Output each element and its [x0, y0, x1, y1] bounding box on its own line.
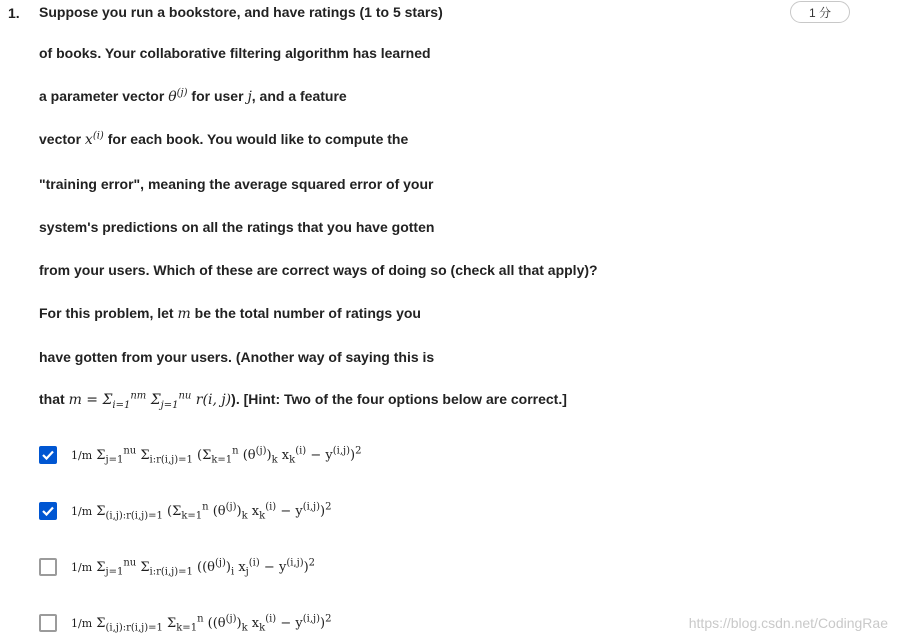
j-var: j [247, 89, 252, 105]
option-4-checkbox[interactable] [39, 614, 57, 632]
option-2[interactable] [39, 499, 331, 523]
question-line-1: Suppose you run a bookstore, and have ratings (1 to 5 stars) [39, 4, 443, 20]
option-2-checkbox[interactable] [39, 502, 57, 520]
question-line-9: have gotten from your users. (Another way of saying this is [39, 349, 435, 365]
check-icon [41, 448, 55, 462]
l10b: ). [Hint: Two of the four options below are correct.] [231, 391, 567, 407]
question-line-7: from your users. Which of these are correct ways of doing so (check all that apply)? [39, 262, 598, 278]
option-4-formula: 1/m $\Sigma_{(i,j):r(i,j)=1}$ $\Sigma_{k=1}^n$ ($(\theta^{(j)})_k$ $x_k^{(i)} - y^{(i,j)})^2$ [71, 613, 332, 634]
check-icon [41, 504, 55, 518]
question-line-10 [39, 390, 567, 411]
l8b: be the total number of ratings you [190, 305, 421, 321]
option-1-checkbox[interactable] [39, 446, 57, 464]
question-line-3 [39, 88, 347, 105]
option-3-formula: 1/m $\Sigma_{j=1}^{nu}$ $\Sigma_{i:r(i,j)=1}$ ($(\theta^{(j)})_i$ $x_j^{(i)} - y^{(i,j)})^2$ [71, 557, 316, 578]
option-3[interactable] [39, 555, 315, 579]
option-4[interactable] [39, 611, 331, 635]
question-line-5: "training error", meaning the average squared error of your [39, 176, 434, 192]
m-var: m [177, 306, 191, 322]
l10a: that [39, 391, 69, 407]
l3c: , and a feature [251, 88, 347, 104]
option-1[interactable] [39, 443, 361, 467]
watermark: https://blog.csdn.net/CodingRae [688, 615, 888, 631]
l4a: vector [39, 131, 85, 147]
l3a: a parameter vector [39, 88, 169, 104]
points-badge: 1 分 [790, 1, 850, 23]
question-line-8 [39, 305, 421, 322]
option-1-formula: 1/m $\Sigma_{j=1}^{nu}$ $\Sigma_{i:r(i,j)=1}$ ($\Sigma_{k=1}^n$ $(\theta^{(j)})_k$ $x_k^{(i)} - y^{(i,j)})^2$ [71, 445, 362, 466]
l4b: for each book. You would like to compute the [103, 131, 409, 147]
option-2-formula: 1/m $\Sigma_{(i,j):r(i,j)=1}$ ($\Sigma_{k=1}^n$ $(\theta^{(j)})_k$ $x_k^{(i)} - y^{(i,j)})^2$ [71, 501, 332, 522]
question-number: 1. [8, 5, 20, 21]
l8a: For this problem, let [39, 305, 178, 321]
question-line-6: system's predictions on all the ratings that you have gotten [39, 219, 435, 235]
option-3-checkbox[interactable] [39, 558, 57, 576]
question-line-4 [39, 131, 408, 148]
theta-j: $\theta^{(j)}$ [168, 87, 188, 105]
x-i: $x^{(i)}$ [84, 130, 104, 148]
l3b: for user [187, 88, 248, 104]
m-definition: $m = \Sigma_{i=1}^{nm}$ $\Sigma_{j=1}^{nu}$ r(i, j) [68, 390, 232, 411]
question-line-2: of books. Your collaborative filtering algorithm has learned [39, 45, 431, 61]
